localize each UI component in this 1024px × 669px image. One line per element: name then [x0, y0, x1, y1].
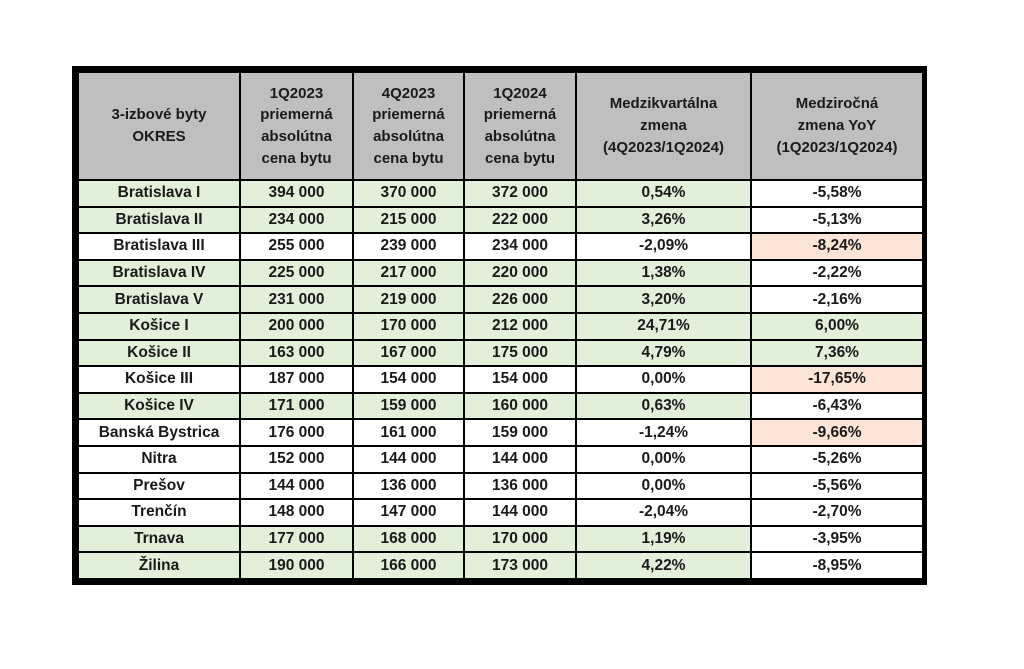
yoy-change-cell: -5,56% — [751, 473, 923, 500]
price-1q2023-cell: 177 000 — [240, 526, 353, 553]
header-okres-line: OKRES — [132, 128, 186, 145]
price-4q2023-cell: 170 000 — [353, 313, 464, 340]
table-row — [78, 473, 923, 500]
header-qoq-change — [576, 72, 751, 180]
price-1q2023-cell: 148 000 — [240, 499, 353, 526]
yoy-change-cell: -8,24% — [751, 233, 923, 260]
price-1q2023-cell: 152 000 — [240, 446, 353, 473]
qoq-change-cell: 0,54% — [576, 180, 751, 207]
qoq-change-cell: -2,04% — [576, 499, 751, 526]
price-1q2024-cell: 144 000 — [464, 499, 576, 526]
price-1q2023-cell: 171 000 — [240, 393, 353, 420]
qoq-change-cell: 0,00% — [576, 366, 751, 393]
okres-cell: Trenčín — [78, 499, 240, 526]
table-row — [78, 340, 923, 367]
header-q1-2024-line: absolútna — [484, 128, 556, 145]
okres-cell: Košice IV — [78, 393, 240, 420]
table-row — [78, 552, 923, 579]
qoq-change-cell: 0,63% — [576, 393, 751, 420]
price-1q2023-cell: 200 000 — [240, 313, 353, 340]
header-q1-2024 — [464, 72, 576, 180]
table-row — [78, 526, 923, 553]
qoq-change-cell: 0,00% — [576, 473, 751, 500]
header-qoq-change-line: zmena — [640, 117, 687, 135]
table-row — [78, 286, 923, 313]
header-q1-2024-line: cena bytu — [484, 149, 556, 167]
okres-cell: Trnava — [78, 526, 240, 553]
qoq-change-cell: 1,19% — [576, 526, 751, 553]
qoq-change-cell: 4,79% — [576, 340, 751, 367]
okres-cell: Bratislava I — [78, 180, 240, 207]
price-4q2023-cell: 154 000 — [353, 366, 464, 393]
price-4q2023-cell: 239 000 — [353, 233, 464, 260]
header-q1-2023-line: 1Q2023 — [269, 84, 324, 102]
qoq-change-cell: 3,20% — [576, 286, 751, 313]
price-1q2024-cell: 226 000 — [464, 286, 576, 313]
yoy-change-cell: -17,65% — [751, 366, 923, 393]
okres-cell: Prešov — [78, 473, 240, 500]
price-4q2023-cell: 215 000 — [353, 207, 464, 234]
table-row — [78, 207, 923, 234]
header-yoy-change-line: zmena YoY — [797, 117, 877, 135]
price-1q2024-cell: 159 000 — [464, 419, 576, 446]
header-q1-2024-line: 1Q2024 — [493, 84, 547, 102]
okres-cell: Košice I — [78, 313, 240, 340]
price-1q2023-cell: 176 000 — [240, 419, 353, 446]
price-1q2023-cell: 187 000 — [240, 366, 353, 393]
okres-cell: Žilina — [78, 552, 240, 579]
header-q1-2024-line: priemerná — [483, 106, 557, 124]
yoy-change-cell: -5,58% — [751, 180, 923, 207]
header-yoy-change — [751, 72, 923, 180]
okres-cell: Bratislava IV — [78, 260, 240, 287]
price-1q2023-cell: 163 000 — [240, 340, 353, 367]
table-row — [78, 366, 923, 393]
okres-cell: Košice III — [78, 366, 240, 393]
yoy-change-cell: 6,00% — [751, 313, 923, 340]
header-okres-line: 3-izbové byty — [111, 106, 207, 124]
price-1q2023-cell: 234 000 — [240, 207, 353, 234]
price-4q2023-cell: 370 000 — [353, 180, 464, 207]
price-4q2023-cell: 161 000 — [353, 419, 464, 446]
price-4q2023-cell: 136 000 — [353, 473, 464, 500]
header-row — [78, 72, 923, 180]
price-1q2023-cell: 190 000 — [240, 552, 353, 579]
qoq-change-cell: 0,00% — [576, 446, 751, 473]
yoy-change-cell: -8,95% — [751, 552, 923, 579]
table-row — [78, 499, 923, 526]
apartment-price-table — [72, 66, 927, 585]
okres-cell: Nitra — [78, 446, 240, 473]
price-1q2024-cell: 212 000 — [464, 313, 576, 340]
yoy-change-cell: -2,16% — [751, 286, 923, 313]
okres-cell: Košice II — [78, 340, 240, 367]
header-qoq-change-line: Medzikvartálna — [609, 95, 718, 113]
header-qoq-change-line: (4Q2023/1Q2024) — [603, 138, 724, 156]
price-1q2024-cell: 173 000 — [464, 552, 576, 579]
price-4q2023-cell: 147 000 — [353, 499, 464, 526]
header-q4-2023 — [353, 72, 464, 180]
price-1q2024-cell: 154 000 — [464, 366, 576, 393]
yoy-change-cell: -3,95% — [751, 526, 923, 553]
table-row — [78, 313, 923, 340]
price-4q2023-cell: 219 000 — [353, 286, 464, 313]
price-1q2024-cell: 136 000 — [464, 473, 576, 500]
price-1q2023-cell: 225 000 — [240, 260, 353, 287]
header-q1-2023-line: absolútna — [261, 128, 332, 145]
qoq-change-cell: 1,38% — [576, 260, 751, 287]
header-q1-2023 — [240, 72, 353, 180]
header-q4-2023-line: absolútna — [373, 128, 444, 145]
yoy-change-cell: -6,43% — [751, 393, 923, 420]
price-1q2023-cell: 231 000 — [240, 286, 353, 313]
price-1q2024-cell: 234 000 — [464, 233, 576, 260]
price-1q2024-cell: 160 000 — [464, 393, 576, 420]
price-1q2023-cell: 144 000 — [240, 473, 353, 500]
header-yoy-change-line: Medziročná — [795, 95, 879, 113]
table-row — [78, 393, 923, 420]
header-q4-2023-line: cena bytu — [373, 149, 444, 167]
yoy-change-cell: -5,26% — [751, 446, 923, 473]
header-okres — [78, 72, 240, 180]
header-q1-2023-line: priemerná — [260, 106, 333, 124]
table-row — [78, 419, 923, 446]
price-4q2023-cell: 168 000 — [353, 526, 464, 553]
okres-cell: Bratislava III — [78, 233, 240, 260]
table-row — [78, 446, 923, 473]
price-1q2023-cell: 394 000 — [240, 180, 353, 207]
yoy-change-cell: -2,22% — [751, 260, 923, 287]
price-1q2023-cell: 255 000 — [240, 233, 353, 260]
price-1q2024-cell: 372 000 — [464, 180, 576, 207]
price-1q2024-cell: 144 000 — [464, 446, 576, 473]
table-body — [78, 180, 923, 579]
qoq-change-cell: -1,24% — [576, 419, 751, 446]
yoy-change-cell: -5,13% — [751, 207, 923, 234]
table-row — [78, 260, 923, 287]
qoq-change-cell: 4,22% — [576, 552, 751, 579]
price-4q2023-cell: 167 000 — [353, 340, 464, 367]
price-table — [77, 71, 924, 580]
qoq-change-cell: 3,26% — [576, 207, 751, 234]
price-1q2024-cell: 220 000 — [464, 260, 576, 287]
price-1q2024-cell: 222 000 — [464, 207, 576, 234]
qoq-change-cell: -2,09% — [576, 233, 751, 260]
yoy-change-cell: -9,66% — [751, 419, 923, 446]
price-4q2023-cell: 217 000 — [353, 260, 464, 287]
price-1q2024-cell: 175 000 — [464, 340, 576, 367]
price-4q2023-cell: 166 000 — [353, 552, 464, 579]
header-q1-2023-line: cena bytu — [261, 149, 332, 167]
yoy-change-cell: -2,70% — [751, 499, 923, 526]
okres-cell: Bratislava V — [78, 286, 240, 313]
price-4q2023-cell: 144 000 — [353, 446, 464, 473]
header-yoy-change-line: (1Q2023/1Q2024) — [776, 138, 898, 156]
table-row — [78, 180, 923, 207]
header-q4-2023-line: priemerná — [372, 106, 445, 124]
yoy-change-cell: 7,36% — [751, 340, 923, 367]
qoq-change-cell: 24,71% — [576, 313, 751, 340]
okres-cell: Banská Bystrica — [78, 419, 240, 446]
price-4q2023-cell: 159 000 — [353, 393, 464, 420]
table-row — [78, 233, 923, 260]
header-q4-2023-line: 4Q2023 — [381, 84, 436, 102]
okres-cell: Bratislava II — [78, 207, 240, 234]
price-1q2024-cell: 170 000 — [464, 526, 576, 553]
